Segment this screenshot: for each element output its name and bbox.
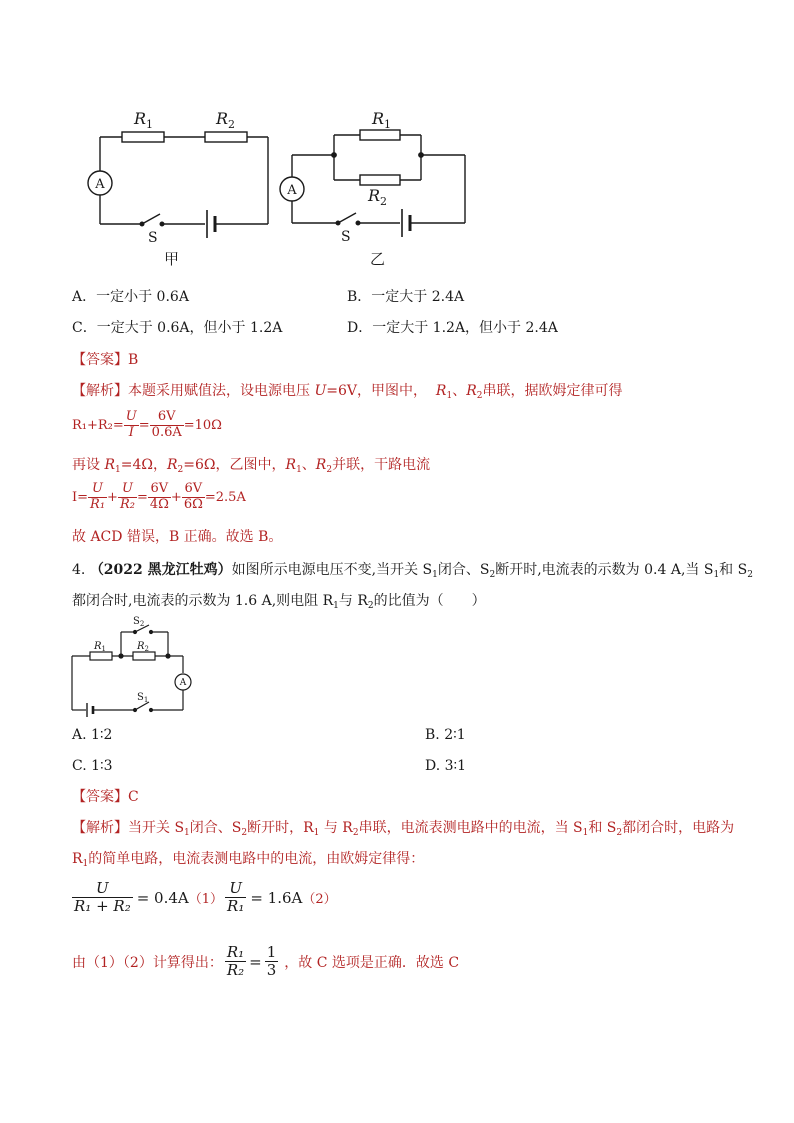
stem-text: 闭合、S (437, 562, 490, 578)
q4-calc-line (72, 944, 459, 980)
caption-yi: 乙 (370, 250, 386, 268)
q4-analysis-line-2: $R_1$的简单电路，电流表测电路中的电流，由欧姆定律得： (72, 851, 425, 869)
eq-text: = 0.4A (136, 888, 189, 907)
calc-text: ，故 C 选项是正确．故选 C (284, 954, 460, 971)
analysis-text: R (466, 383, 477, 399)
analysis-text: 闭合、S (189, 820, 242, 836)
analysis-text: 再设 (72, 457, 105, 473)
analysis-text: 都闭合时，电路为 (622, 820, 735, 836)
ammeter-label: A (179, 678, 187, 688)
ammeter-label: A (287, 183, 297, 198)
q4-analysis-line: 【解析】当开关 $S_1$闭合、$S_2$断开时，$R_1$ 与 $R_2$串联，电流表测电路中的电流，当 $S_1$和 $S_2$都闭合时，电路为 (72, 820, 735, 838)
analysis-text: 本题采用赋值法，设电源电压 (128, 383, 315, 399)
analysis-text: R (166, 457, 178, 473)
analysis-text: 与 R (319, 820, 353, 836)
resistor-r1 (122, 132, 164, 142)
resistor-r2 (205, 132, 247, 142)
eq-text: R₁ (227, 897, 245, 916)
analysis-text: 断开时，R (247, 820, 314, 836)
eq-text: R₁ (226, 943, 245, 961)
equation-2 (72, 482, 246, 513)
analysis-text: 串联，据欧姆定律可得 (482, 383, 623, 399)
eq-text: 0.6A (151, 424, 182, 440)
question-number: 4. (72, 562, 86, 578)
stem-text: 如图所示电源电压不变,当开关 S (231, 562, 433, 578)
analysis-text: =4Ω， (120, 457, 167, 473)
q4-option-c: C. 1∶3 (72, 758, 113, 774)
stem-text: 与 R (338, 593, 368, 609)
eq-text: 6V (182, 482, 205, 498)
circuit-jia (88, 132, 268, 238)
label-r1: $R_1$ (134, 109, 154, 131)
eq-text: R₁ + R₂ (74, 897, 131, 916)
analysis-text: 的简单电路，电流表测电路中的电流，由欧姆定律得： (88, 851, 425, 867)
eq-text: U (225, 880, 246, 898)
analysis-text: 串联，电流表测电路中的电流，当 S (358, 820, 583, 836)
eq-text: 4Ω (149, 496, 169, 512)
q4-option-d: D. 3∶1 (425, 758, 467, 774)
eq-tag: （2） (302, 892, 337, 908)
eq-text: =10Ω (183, 417, 222, 433)
circuit-yi (280, 130, 465, 237)
eq-text: I= (72, 489, 89, 505)
option-c: C．一定大于 0.6A，但小于 1.2A (72, 320, 283, 336)
option-d: D．一定大于 1.2A，但小于 2.4A (347, 320, 558, 336)
analysis-text: 当开关 S (128, 820, 185, 836)
label-r1: $R_1$ (94, 641, 106, 653)
answer-tag: 【答案】 (72, 352, 128, 368)
resistor-r1 (90, 652, 112, 660)
analysis-text: R (285, 457, 297, 473)
analysis-line-2: 再设 $R_1=4\Omega$，$R_2=6\Omega$，乙图中，$R_1$、$R_2$并联，干路电流 (72, 457, 431, 475)
analysis-text: =6V，甲图中， (326, 383, 428, 399)
option-b: B．一定大于 2.4A (347, 289, 465, 305)
caption-jia: 甲 (164, 250, 180, 268)
answer-value: B (128, 352, 139, 368)
eq-text: U (72, 880, 133, 898)
eq-tag: （1） (188, 892, 224, 908)
q4-option-b: B. 2∶1 (425, 727, 466, 743)
circuit-figure-2 (66, 612, 196, 717)
resistor-r2 (360, 175, 400, 185)
eq-text: U (125, 409, 137, 424)
q4-answer-line (72, 790, 139, 804)
option-a: A．一定小于 0.6A (72, 289, 189, 305)
question-4-stem: 4. （2022 黑龙江牡鸡）如图所示电源电压不变,当开关 $S_1$闭合、$S_2$断开时,电流表的示数为 0.4 A,当 $S_1$和 $S_2$ (72, 562, 753, 580)
switch-label: S (148, 230, 158, 246)
analysis-text: R (72, 851, 83, 867)
eq-text: = 1.6A (250, 888, 303, 907)
analysis-text: R (315, 457, 327, 473)
answer-tag: 【答案】 (72, 789, 128, 805)
stem-text: 和 S (719, 562, 748, 578)
resistor-r1 (360, 130, 400, 140)
analysis-text: 并联，干路电流 (332, 457, 431, 473)
q4-equations (72, 880, 337, 916)
eq-text: = (138, 417, 150, 433)
question-4-stem-2: 都闭合时,电流表的示数为 1.6 A,则电阻 $R_1$与 $R_2$的比值为（ ） (72, 593, 486, 611)
stem-text: 的比值为（ ） (373, 593, 486, 609)
analysis-tag: 【解析】 (72, 820, 128, 836)
eq-text: R₁ (90, 496, 106, 512)
eq-text: 3 (266, 961, 277, 980)
eq-text: R₂ (226, 961, 245, 980)
answer-value: C (128, 789, 139, 805)
circuit-figure-1 (80, 100, 480, 275)
label-s1: $S_1$ (137, 692, 149, 704)
switch-label: S (341, 229, 351, 245)
eq-text: = (249, 952, 262, 971)
analysis-line: 【解析】本题采用赋值法，设电源电压 U=6V，甲图中， $R_1$、$R_2$串联，据欧姆定律可得 (72, 383, 623, 401)
analysis-text: U (314, 383, 327, 399)
eq-text: + (107, 489, 118, 505)
label-r2: $R_2$ (216, 109, 236, 131)
analysis-text: =6Ω，乙图中， (183, 457, 286, 473)
eq-text: R₁+R₂= (72, 417, 124, 433)
analysis-text: R (104, 457, 115, 473)
eq-text: 6Ω (183, 496, 203, 512)
q4-option-a: A. 1∶2 (72, 727, 113, 743)
ammeter-label: A (95, 177, 105, 192)
eq-text: 6V (150, 410, 184, 426)
resistor-r2 (133, 652, 155, 660)
calc-text: 由（1）（2）计算得出： (72, 954, 223, 971)
eq-text: U (118, 482, 137, 498)
label-s2: $S_2$ (133, 616, 145, 628)
conclusion: 故 ACD 错误，B 正确。故选 B。 (72, 529, 283, 545)
eq-text: U (88, 482, 107, 498)
question-source: （2022 黑龙江牡鸡） (89, 562, 232, 578)
eq-text: + (170, 489, 182, 505)
stem-text: 都闭合时,电流表的示数为 1.6 A,则电阻 R (72, 593, 334, 609)
label-r1: $R_1$ (372, 109, 392, 131)
eq-text: 6V (148, 482, 171, 498)
eq-text: 1 (266, 943, 277, 961)
analysis-text: 和 S (588, 820, 617, 836)
eq-text: = (136, 489, 148, 505)
analysis-tag: 【解析】 (72, 383, 128, 399)
eq-text: R₂ (119, 496, 135, 512)
eq-text: =2.5A (204, 489, 246, 505)
eq-text: I (128, 424, 134, 440)
stem-text: 断开时,电流表的示数为 0.4 A,当 S (495, 562, 714, 578)
analysis-text: R (435, 383, 447, 399)
equation-1 (72, 410, 222, 441)
answer-line (72, 353, 138, 367)
label-r2: $R_2$ (368, 186, 388, 208)
label-r2: $R_2$ (137, 641, 149, 653)
